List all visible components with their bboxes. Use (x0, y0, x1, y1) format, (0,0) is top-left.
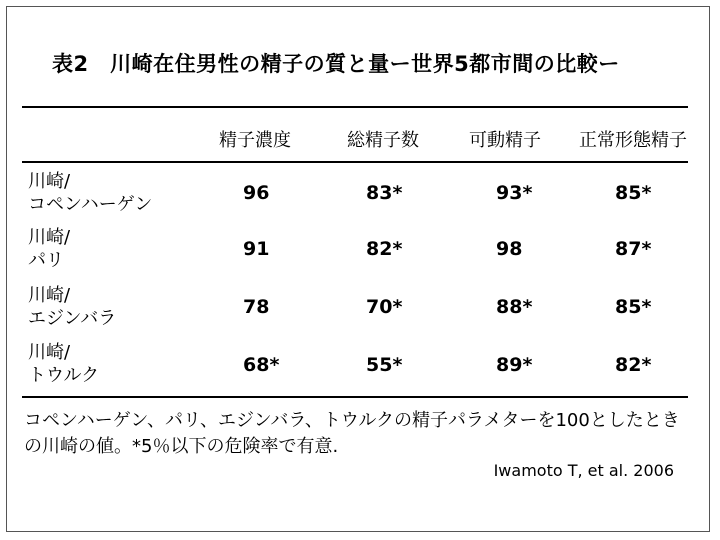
row-label-city: 川崎/ (28, 171, 71, 192)
row-label-compare: トウルク (28, 365, 100, 386)
row-label-city: 川崎/ (28, 342, 71, 363)
cell-normal-morphology: 85* (615, 296, 652, 318)
column-header-motile: 可動精子 (469, 130, 541, 151)
cell-normal-morphology: 82* (615, 354, 652, 376)
column-header-concentration: 精子濃度 (219, 130, 291, 151)
citation: Iwamoto T, et al. 2006 (493, 461, 674, 480)
row-label (28, 226, 70, 272)
row-label (28, 284, 116, 330)
row-label-compare: パリ (28, 250, 64, 271)
cell-total-count: 82* (366, 238, 403, 260)
table-bottom-rule (22, 396, 688, 398)
cell-motile: 98 (496, 238, 523, 260)
cell-concentration: 78 (243, 296, 270, 318)
column-header-total-count: 総精子数 (347, 130, 419, 151)
footnote-line-2: の川崎の値。*5％以下の危険率で有意. (24, 436, 339, 457)
cell-motile: 89* (496, 354, 533, 376)
cell-concentration: 91 (243, 238, 270, 260)
cell-total-count: 55* (366, 354, 403, 376)
footnote-line-1: コペンハーゲン、パリ、エジンバラ、トウルクの精子パラメターを100としたとき (24, 410, 680, 431)
cell-concentration: 68* (243, 354, 280, 376)
row-label-compare: コペンハーゲン (28, 194, 153, 215)
row-label (28, 170, 152, 216)
cell-concentration: 96 (243, 182, 270, 204)
table-top-rule (22, 106, 688, 108)
row-label (28, 341, 99, 387)
column-header-normal-morphology: 正常形態精子 (579, 130, 687, 151)
row-label-city: 川崎/ (28, 285, 71, 306)
cell-motile: 88* (496, 296, 533, 318)
cell-normal-morphology: 87* (615, 238, 652, 260)
cell-normal-morphology: 85* (615, 182, 652, 204)
slide-title: 表2 川崎在住男性の精子の質と量ー世界5都市間の比較ー (52, 52, 620, 76)
cell-total-count: 83* (366, 182, 403, 204)
table-header-rule (22, 161, 688, 163)
cell-motile: 93* (496, 182, 533, 204)
row-label-compare: エジンバラ (28, 308, 117, 329)
row-label-city: 川崎/ (28, 227, 71, 248)
cell-total-count: 70* (366, 296, 403, 318)
